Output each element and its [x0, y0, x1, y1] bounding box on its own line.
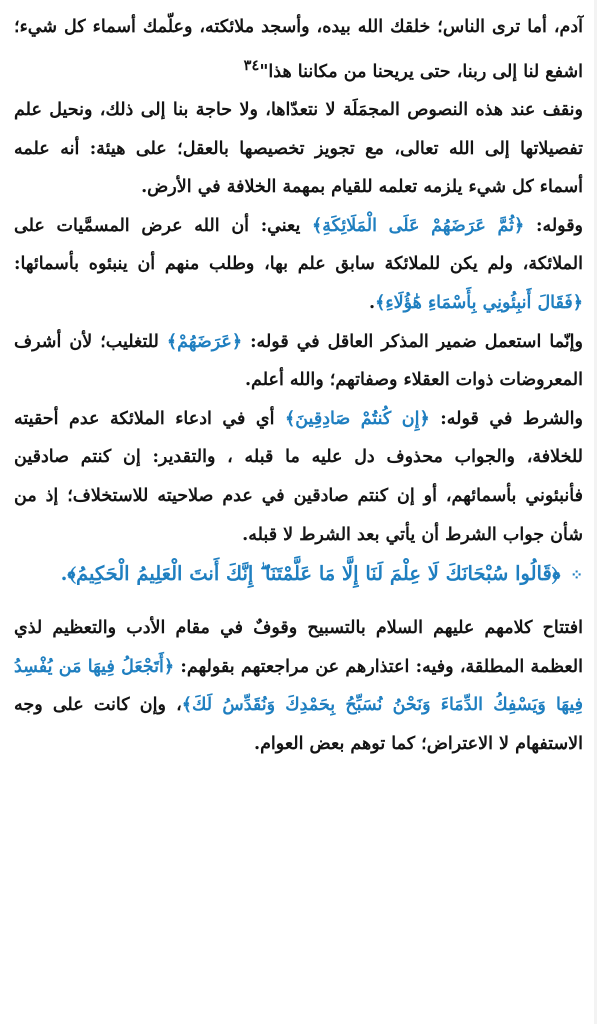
paragraph-commentary [14, 609, 583, 763]
paragraph-general-texts [14, 91, 583, 207]
footnote-marker: ٣٤ [243, 56, 260, 74]
paragraph-text: والشرط في قوله: [429, 408, 583, 429]
paragraph-hadith-end [14, 8, 583, 91]
quran-quote: ﴿فَقَالَ أَنبِئُونِي بِأَسْمَاءِ هَٰؤُلَاءِ﴾ [375, 292, 583, 313]
paragraph-text: ونقف عند هذه النصوص المجمَلَة لا نتعدّاها، ولا حاجة بنا إلى ذلك، ونحيل علم تفصيلاتها إلى الله تعالى، مع تجويز تخصيصها بالعقل؛ على هيئة: أنه علمه أسماء كل شيء يلزمه تعلمه للقيام بمهمة الخلافة في الأرض. [14, 100, 583, 198]
quran-quote: ﴿عَرَضَهُمْ﴾ [166, 331, 243, 352]
quran-quote: ﴿أَتَجْعَلُ فِيهَا مَن يُفْسِدُ فِيهَا وَيَسْفِكُ الدِّمَاءَ وَنَحْنُ نُسَبِّحُ بِحَمْدِكَ وَنُقَدِّسُ لَكَ﴾ [14, 656, 584, 716]
hadith-text: آدم، أما ترى الناس؛ خلقك الله بيده، وأسجد ملائكته، وعلّمك أسماء كل شيء؛ اشفع لنا إلى ربنا، حتى يريحنا من مكاننا هذا" [14, 17, 583, 82]
paragraph-text: وقوله: [524, 215, 584, 236]
paragraph-presentation [14, 207, 583, 323]
verse-marker-icon: ⁘ [570, 566, 583, 585]
verse-text: ﴿قَالُوا سُبْحَانَكَ لَا عِلْمَ لَنَا إِلَّا مَا عَلَّمْتَنَا ۖ إِنَّكَ أَنتَ الْعَلِيمُ الْحَكِيمُ﴾. [60, 562, 561, 586]
quran-quote: ﴿إِن كُنتُمْ صَادِقِينَ﴾ [284, 408, 430, 429]
paragraph-text: يعني: أن الله عرض المسمَّيات على الملائكة، ولم يكن للملائكة سابق علم بها، وطلب منهم أن ينبئوه بأسمائها: [14, 215, 583, 275]
paragraph-text: افتتاح كلامهم عليهم السلام بالتسبيح وقوفٌ في مقام الأدب والتعظيم لذي العظمة المطلقة، وفيه: اعتذارهم عن مراجعتهم بقولهم: [14, 618, 583, 677]
section-gap [14, 595, 583, 609]
paragraph-text: للتغليب؛ لأن أشرف المعروضات ذوات العقلاء وصفاتهم؛ والله أعلم. [14, 331, 583, 391]
verse-heading [14, 554, 583, 595]
paragraph-condition [14, 400, 583, 554]
paragraph-text: . [369, 292, 376, 313]
paragraph-pronoun [14, 323, 583, 400]
paragraph-text: أي في ادعاء الملائكة عدم أحقيته للخلافة، والجواب محذوف دل عليه ما قبله ، والتقدير: إن كنتم صادقين فأنبئوني بأسمائهم، أو إن كنتم صادقين في عدم صلاحيته للاستخلاف؛ إذ من شأن جواب الشرط أن يأتي بعد الشرط لا قبله. [14, 408, 583, 545]
paragraph-text: وإنّما استعمل ضمير المذكر العاقل في قوله: [242, 331, 583, 352]
quran-quote: ﴿ثُمَّ عَرَضَهُمْ عَلَى الْمَلَائِكَةِ﴾ [312, 215, 525, 236]
paragraph-text: ، وإن كانت على وجه الاستفهام لا الاعتراض؛ كما توهم بعض العوام. [14, 695, 583, 754]
